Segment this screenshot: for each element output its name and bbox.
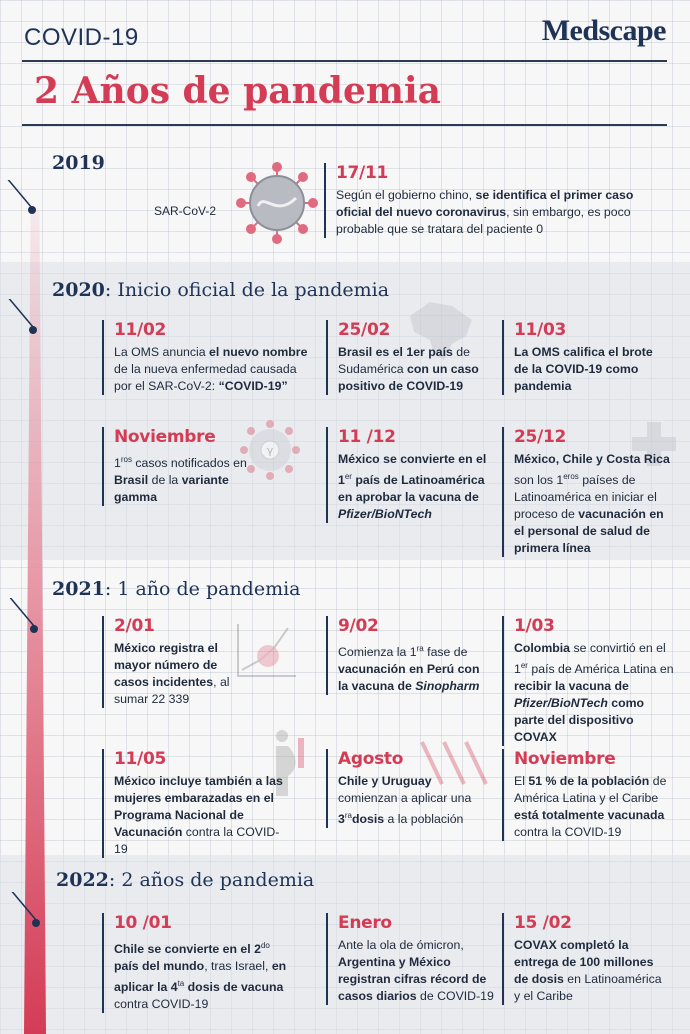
event-text-fragment: comienzan a aplicar una xyxy=(338,791,472,805)
event-text-fragment: Chile y Uruguay xyxy=(338,774,432,788)
event-card xyxy=(502,320,662,395)
event-text-fragment: Colombia xyxy=(514,641,571,655)
event-card xyxy=(326,616,486,695)
event-text-fragment: a la población xyxy=(384,812,464,827)
event-date: 2/01 xyxy=(114,616,155,636)
event-text-fragment: Pfizer/BioNTech xyxy=(514,696,608,711)
event-text-fragment: son los 1 xyxy=(514,473,564,488)
event-text-fragment: do xyxy=(260,941,270,950)
year-heading-2022 xyxy=(56,869,314,891)
year-subtitle: : 2 años de pandemia xyxy=(108,869,315,891)
event-card xyxy=(502,913,670,1005)
event-card xyxy=(502,427,674,557)
event-card xyxy=(102,749,292,858)
event-date: 15 /02 xyxy=(514,913,572,933)
event-text-fragment: contra la COVID-19 xyxy=(114,825,280,856)
event-text-fragment: como parte del dispositivo COVAX xyxy=(514,696,645,745)
event-card xyxy=(102,913,292,1013)
event-text-fragment: de América Latina y el Caribe xyxy=(514,774,667,805)
event-text-fragment: Pfizer/BioNTech xyxy=(338,507,432,522)
virus-label: SAR-CoV-2 xyxy=(154,204,217,218)
year-number: 2022 xyxy=(56,869,109,891)
year-dot-2020 xyxy=(29,326,37,334)
event-text-fragment: er xyxy=(344,472,352,481)
event-date: 1/03 xyxy=(514,616,555,636)
event-text-fragment: México se convierte en el xyxy=(338,452,487,466)
event-text-fragment: El xyxy=(514,774,529,788)
event-description xyxy=(338,937,496,1005)
event-text-fragment: país de Latinoamérica en aprobar la vacuna de xyxy=(338,473,485,505)
event-text-fragment: contra la COVID-19 xyxy=(514,825,622,839)
event-text-fragment: México registra el mayor número de casos incidentes xyxy=(114,641,218,689)
event-text-fragment: 3 xyxy=(338,812,345,827)
event-card xyxy=(324,163,644,238)
event-text-fragment: er xyxy=(520,661,528,670)
event-description xyxy=(514,344,662,395)
event-text-fragment: , al sumar 22 339 xyxy=(114,675,230,706)
topic-label: COVID-19 xyxy=(24,24,139,51)
event-text-fragment: dosis xyxy=(351,812,385,827)
event-text-fragment: , tras Israel, xyxy=(204,959,272,974)
event-date: 17/11 xyxy=(336,163,389,183)
event-description xyxy=(338,773,476,828)
event-card xyxy=(326,749,476,828)
event-text-fragment: Brasil xyxy=(114,473,149,488)
year-tick-2019 xyxy=(8,180,33,208)
event-text-fragment: Ante la ola de ómicron, xyxy=(338,938,464,952)
event-text-fragment: ra xyxy=(344,811,352,820)
event-text-fragment: 1 xyxy=(114,456,121,471)
year-dot-2022 xyxy=(32,919,40,927)
event-date: 11/02 xyxy=(114,320,167,340)
header-rule-bottom xyxy=(22,124,667,126)
year-heading-2019 xyxy=(52,152,105,174)
event-text-fragment: en Latinoamérica y el Caribe xyxy=(514,972,662,1003)
event-text-fragment: país del mundo xyxy=(114,959,205,974)
event-text-fragment: , sin embargo, es poco probable que se tratara del paciente 0 xyxy=(336,205,631,236)
year-subtitle: : Inicio oficial de la pandemia xyxy=(104,279,390,301)
event-card xyxy=(326,320,486,395)
year-subtitle: : 1 año de pandemia xyxy=(104,578,301,600)
event-text-fragment: se convirtió en el 1 xyxy=(514,641,666,677)
year-dot-2021 xyxy=(30,625,38,633)
event-text-fragment: variante gamma xyxy=(114,473,229,505)
brand-logo: Medscape xyxy=(541,14,666,47)
event-text-fragment: de la xyxy=(148,473,182,488)
event-description xyxy=(338,344,486,395)
event-text-fragment: vacunación en Perú con la vacuna de xyxy=(338,662,480,694)
event-date: 9/02 xyxy=(338,616,379,636)
event-text-fragment: en aplicar la 4 xyxy=(114,959,287,995)
event-text-fragment: contra COVID-19 xyxy=(114,997,209,1012)
event-card xyxy=(502,616,674,746)
event-text-fragment: COVAX completó la entrega de 100 millones de dosis xyxy=(514,938,654,986)
event-text-fragment: México incluye también a las mujeres embarazadas en el Programa Nacional de Vacunación xyxy=(114,774,283,839)
event-card xyxy=(102,320,312,395)
header-rule-top xyxy=(22,60,667,62)
event-date: Noviembre xyxy=(514,749,616,769)
event-text-fragment: 51 % de la población xyxy=(528,774,650,788)
event-card xyxy=(102,616,232,708)
event-text-fragment: el nuevo nombre xyxy=(209,345,308,359)
event-card xyxy=(102,427,252,506)
event-text-fragment: ta xyxy=(177,979,185,989)
event-text-fragment: Sinopharm xyxy=(415,679,480,694)
svg-text:γ: γ xyxy=(266,444,274,457)
event-text-fragment: La OMS anuncia xyxy=(114,345,210,359)
event-text-fragment: dosis de vacuna xyxy=(184,980,284,995)
event-text-fragment: Chile se convierte en el 2 xyxy=(114,942,261,957)
event-date: 11/03 xyxy=(514,320,567,340)
event-text-fragment: Según el gobierno chino, xyxy=(336,188,476,202)
event-date: 25/12 xyxy=(514,427,567,447)
event-text-fragment: ra xyxy=(416,644,424,653)
year-heading-2020 xyxy=(52,279,389,301)
event-date: Noviembre xyxy=(114,427,216,447)
event-text-fragment: Brasil es el 1er país xyxy=(338,345,453,359)
event-description xyxy=(336,187,644,238)
event-description xyxy=(514,451,674,557)
event-text-fragment: recibir la vacuna de xyxy=(514,679,629,694)
event-description xyxy=(114,451,252,506)
event-date: Enero xyxy=(338,913,392,933)
event-description xyxy=(114,344,312,395)
event-date: 11/05 xyxy=(114,749,167,769)
event-card xyxy=(502,749,674,841)
event-text-fragment: Argentina y México registran cifras récord de casos diarios xyxy=(338,955,487,1003)
event-text-fragment: eros xyxy=(563,472,579,481)
rising-cases-chart-icon xyxy=(234,620,298,680)
event-text-fragment: de la nueva enfermedad causada por el SAR-CoV-2: xyxy=(114,362,297,393)
event-description xyxy=(338,451,496,523)
event-text-fragment: con un caso positivo de COVID-19 xyxy=(338,362,479,393)
page-title: 2 Años de pandemia xyxy=(34,70,441,112)
coronavirus-icon xyxy=(236,162,318,244)
event-date: 25/02 xyxy=(338,320,391,340)
event-text-fragment: México, Chile y Costa Rica xyxy=(514,452,670,466)
event-text-fragment: está totalmente vacunada xyxy=(514,808,665,822)
event-date: Agosto xyxy=(338,749,404,769)
event-text-fragment: países de Latinoamérica en iniciar el proceso de xyxy=(514,473,657,522)
event-description xyxy=(338,640,486,695)
event-text-fragment: casos notificados en xyxy=(131,456,247,471)
event-text-fragment: Comienza la 1 xyxy=(338,645,417,660)
year-number: 2021 xyxy=(52,578,105,600)
event-description xyxy=(114,937,292,1013)
year-heading-2021 xyxy=(52,578,301,600)
event-date: 10 /01 xyxy=(114,913,172,933)
event-text-fragment: país de América Latina en xyxy=(527,662,674,677)
event-text-fragment: 1 xyxy=(338,473,345,488)
event-description xyxy=(114,640,232,708)
event-description xyxy=(514,937,670,1005)
event-description xyxy=(514,640,674,746)
event-description xyxy=(514,773,674,841)
event-text-fragment: La OMS califica el brote de la COVID-19 como pandemia xyxy=(514,345,653,393)
event-text-fragment: fase de xyxy=(423,645,468,660)
event-card xyxy=(326,913,496,1005)
event-date: 11 /12 xyxy=(338,427,396,447)
event-text-fragment: vacunación en el personal de salud de primera línea xyxy=(514,507,664,556)
event-text-fragment: ros xyxy=(120,455,132,464)
event-description xyxy=(114,773,292,858)
event-text-fragment: de Sudamérica xyxy=(338,345,470,376)
year-number: 2019 xyxy=(52,152,105,174)
event-text-fragment: “COVID-19” xyxy=(218,379,288,393)
event-text-fragment: se identifica el primer caso oficial del nuevo coronavirus xyxy=(336,188,634,219)
event-card xyxy=(326,427,496,523)
year-number: 2020 xyxy=(52,279,105,301)
event-text-fragment: de COVID-19 xyxy=(416,989,494,1003)
